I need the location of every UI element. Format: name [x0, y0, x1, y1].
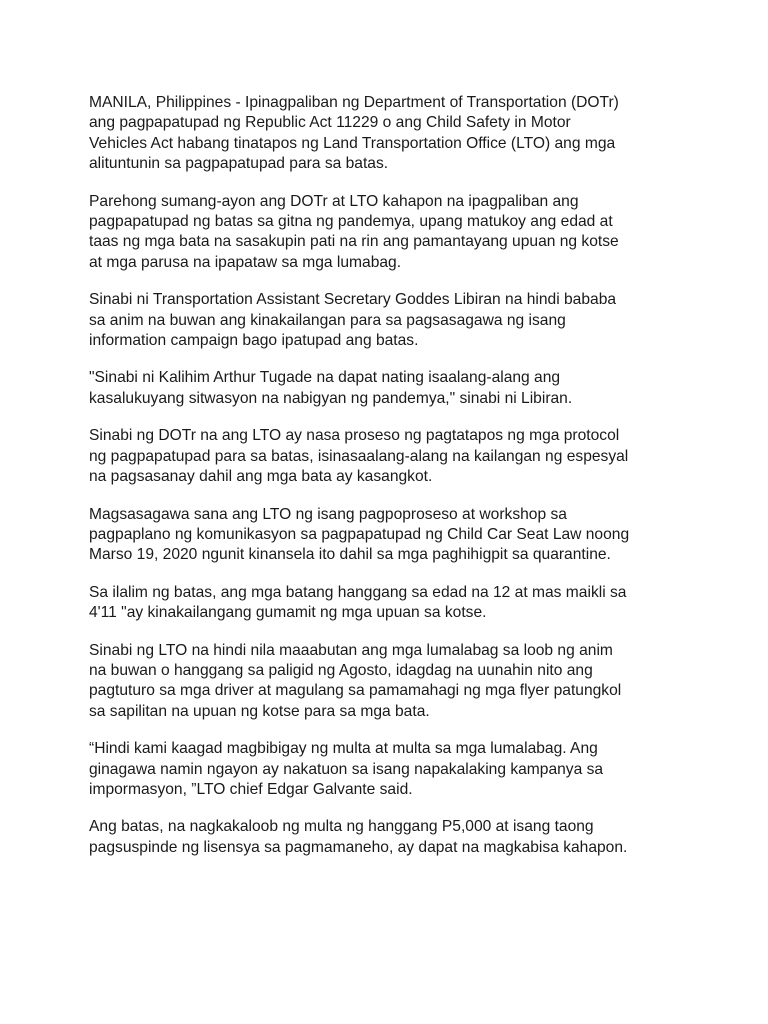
- paragraph-5: Sinabi ng DOTr na ang LTO ay nasa proseso ng pagtatapos ng mga protocol ng pagpapatupad para sa batas, isinasaalang-alang na kailangan ng espesyal na pagsasanay dahil ang mga bata ay kasangkot.: [89, 427, 629, 486]
- paragraph-2: Parehong sumang-ayon ang DOTr at LTO kahapon na ipagpaliban ang pagpapatupad ng batas sa gitna ng pandemya, upang matukoy ang edad at taas ng mga bata na sasakupin pati na rin ang pamantayang upuan ng kotse at mga parusa na ipapataw sa mga lumabag.: [89, 192, 619, 271]
- paragraph-6: Magsasagawa sana ang LTO ng isang pagpoproseso at workshop sa pagpaplano ng komunikasyon sa pagpapatupad ng Child Car Seat Law noong Marso 19, 2020 ngunit kinansela ito dahil sa mga paghihigpit sa quarantine.: [89, 505, 630, 564]
- document-page: [89, 93, 689, 875]
- paragraph-4: "Sinabi ni Kalihim Arthur Tugade na dapat nating isaalang-alang ang kasalukuyang sitwasyon na nabigyan ng pandemya," sinabi ni Libiran.: [89, 369, 573, 407]
- paragraph-1: MANILA, Philippines - Ipinagpaliban ng Department of Transportation (DOTr) ang pagpapatupad ng Republic Act 11229 o ang Child Safety in Motor Vehicles Act habang tinatapos ng Land Transportation Office (LTO) ang mga alituntunin sa pagpapatupad para sa batas.: [89, 94, 619, 173]
- paragraph-7: Sa ilalim ng batas, ang mga batang hanggang sa edad na 12 at mas maikli sa 4'11 "ay kinakailangang gumamit ng mga upuan sa kotse.: [89, 583, 627, 622]
- paragraph-9: “Hindi kami kaagad magbibigay ng multa at multa sa mga lumalabag. Ang ginagawa namin ngayon ay nakatuon sa isang napakalaking kampanya sa impormasyon, ”LTO chief Edgar Galvante said.: [89, 740, 604, 798]
- paragraph-10: Ang batas, na nagkakaloob ng multa ng hanggang P5,000 at isang taong pagsuspinde ng lisensya sa pagmamaneho, ay dapat na magkabisa kahapon.: [89, 818, 628, 856]
- paragraph-8: Sinabi ng LTO na hindi nila maaabutan ang mga lumalabag sa loob ng anim na buwan o hanggang sa paligid ng Agosto, idagdag na uunahin nito ang pagtuturo sa mga driver at magulang sa pamamahagi ng mga flyer patungkol sa sapilitan na upuan ng kotse para sa mga bata.: [89, 641, 622, 720]
- paragraph-3: Sinabi ni Transportation Assistant Secretary Goddes Libiran na hindi bababa sa anim na buwan ang kinakailangan para sa pagsasagawa ng isang information campaign bago ipatupad ang batas.: [89, 291, 617, 350]
